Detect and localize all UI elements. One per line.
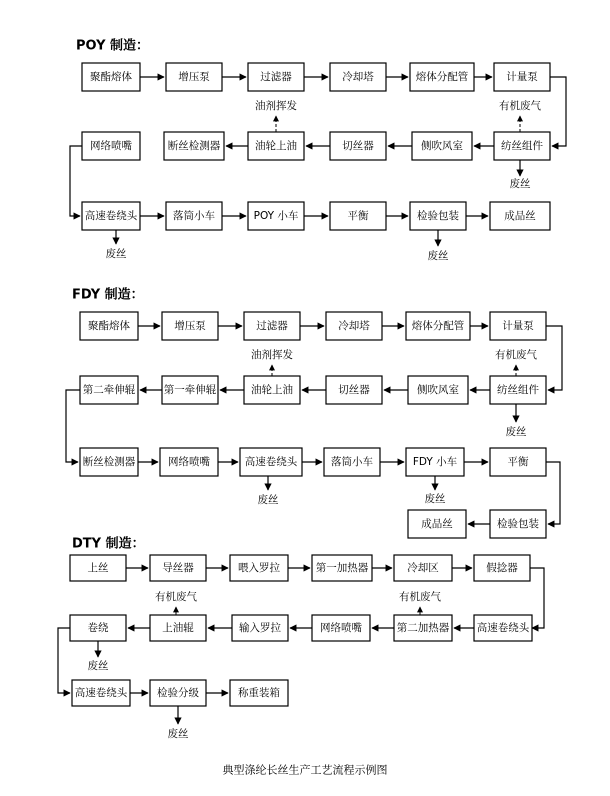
- poy-cooling-tower-box: [330, 63, 386, 91]
- fdy-booster-pump-box: [162, 312, 218, 340]
- svg-text:冷却塔: 冷却塔: [342, 71, 374, 83]
- poy-exhaust-note: 有机废气: [499, 100, 541, 112]
- svg-text:FDY 小车: FDY 小车: [412, 456, 458, 468]
- fdy-melt-box: [80, 312, 138, 340]
- svg-text:高速卷绕头: 高速卷绕头: [244, 456, 298, 468]
- svg-text:侧吹风室: 侧吹风室: [417, 384, 459, 396]
- fdy-waste-note-2: 废丝: [257, 494, 279, 506]
- dty-heater-2-box: [394, 615, 452, 641]
- svg-text:上丝: 上丝: [87, 562, 109, 574]
- svg-text:纺丝组件: 纺丝组件: [501, 140, 543, 152]
- poy-cart-box: [248, 202, 304, 230]
- poy-product-box: [490, 202, 550, 230]
- dty-heater-1-box: [312, 555, 372, 581]
- fdy-break-detector-box: [80, 448, 138, 476]
- svg-text:成品丝: 成品丝: [504, 210, 536, 222]
- dty-winder-2-box: [72, 680, 130, 706]
- svg-text:切丝器: 切丝器: [342, 140, 374, 152]
- dty-waste-note-2: 废丝: [167, 728, 189, 740]
- dty-network-nozzle-box: [312, 615, 370, 641]
- svg-text:网络喷嘴: 网络喷嘴: [320, 622, 362, 634]
- dty-take-up-box: [70, 615, 126, 641]
- svg-text:第二牵伸辊: 第二牵伸辊: [82, 384, 136, 396]
- svg-text:POY 小车: POY 小车: [253, 210, 299, 222]
- poy-waste-note-2: 废丝: [105, 248, 127, 260]
- dty-grading-box: [150, 680, 206, 706]
- svg-text:成品丝: 成品丝: [421, 518, 453, 530]
- dty-feed-box: [70, 555, 126, 581]
- svg-text:高速卷绕头: 高速卷绕头: [476, 622, 530, 634]
- svg-text:卷绕: 卷绕: [87, 622, 109, 634]
- poy-inspect-pack-box: [410, 202, 466, 230]
- poy-oil-vapor-note: 油剂挥发: [255, 100, 297, 112]
- poy-doffer-box: [166, 202, 222, 230]
- svg-text:油轮上油: 油轮上油: [255, 140, 297, 152]
- fdy-godet-1-box: [162, 376, 218, 404]
- svg-text:第一加热器: 第一加热器: [315, 562, 369, 574]
- poy-filter-box: [248, 63, 304, 91]
- svg-text:熔体分配管: 熔体分配管: [415, 71, 469, 83]
- fdy-section-title: FDY 制造：: [72, 287, 144, 303]
- svg-text:过滤器: 过滤器: [256, 320, 288, 332]
- svg-text:计量泵: 计量泵: [506, 71, 538, 83]
- poy-side-blow-box: [412, 132, 472, 160]
- svg-text:假捻器: 假捻器: [486, 562, 518, 574]
- svg-text:平衡: 平衡: [347, 210, 369, 222]
- fdy-cart-box: [406, 448, 464, 476]
- svg-text:增压泵: 增压泵: [178, 71, 210, 83]
- svg-text:检验分级: 检验分级: [157, 687, 199, 699]
- poy-break-detector-box: [164, 132, 224, 160]
- fdy-exhaust-note: 有机废气: [495, 349, 537, 361]
- dty-waste-note-1: 废丝: [87, 660, 109, 672]
- svg-text:输入罗拉: 输入罗拉: [239, 622, 281, 634]
- svg-text:纺丝组件: 纺丝组件: [497, 384, 539, 396]
- svg-text:喂入罗拉: 喂入罗拉: [238, 562, 280, 574]
- dty-cooling-zone-box: [394, 555, 452, 581]
- poy-waste-note-3: 废丝: [427, 250, 449, 262]
- svg-text:检验包装: 检验包装: [417, 210, 459, 222]
- fdy-metering-pump-box: [490, 312, 546, 340]
- svg-text:计量泵: 计量泵: [502, 320, 534, 332]
- fdy-godet-2-box: [80, 376, 138, 404]
- svg-text:增压泵: 增压泵: [174, 320, 206, 332]
- svg-text:高速卷绕头: 高速卷绕头: [84, 210, 138, 222]
- poy-waste-note-1: 废丝: [509, 178, 531, 190]
- svg-text:第二加热器: 第二加热器: [396, 622, 450, 634]
- svg-text:侧吹风室: 侧吹风室: [421, 140, 463, 152]
- fdy-oil-vapor-note: 油剂挥发: [251, 349, 293, 361]
- svg-text:检验包装: 检验包装: [497, 518, 539, 530]
- poy-booster-pump-box: [166, 63, 222, 91]
- svg-text:上油辊: 上油辊: [162, 622, 194, 634]
- dty-oil-roller-box: [150, 615, 206, 641]
- svg-text:高速卷绕头: 高速卷绕头: [74, 687, 128, 699]
- dty-section-title: DTY 制造：: [72, 536, 145, 552]
- svg-text:断丝检测器: 断丝检测器: [167, 140, 221, 152]
- poy-winder-box: [82, 202, 140, 230]
- fdy-inspect-pack-box: [490, 510, 546, 538]
- dty-guide-box: [150, 555, 206, 581]
- fdy-waste-note-1: 废丝: [505, 426, 527, 438]
- dty-winder-box: [474, 615, 532, 641]
- poy-cutter-box: [330, 132, 386, 160]
- dty-exhaust-note-1: 有机废气: [155, 591, 197, 603]
- poy-oil-roller-box: [248, 132, 304, 160]
- svg-text:油轮上油: 油轮上油: [251, 384, 293, 396]
- fdy-cooling-tower-box: [326, 312, 382, 340]
- dty-exhaust-note-2: 有机废气: [399, 591, 441, 603]
- poy-melt-distributor-box: [410, 63, 474, 91]
- dty-weigh-box: [230, 680, 288, 706]
- svg-text:切丝器: 切丝器: [338, 384, 370, 396]
- figure-caption: 典型涤纶长丝生产工艺流程示例图: [222, 763, 388, 777]
- fdy-balance-box: [490, 448, 546, 476]
- dty-feed-roller-box: [230, 555, 288, 581]
- fdy-winder-box: [240, 448, 302, 476]
- poy-balance-box: [330, 202, 386, 230]
- svg-text:网络喷嘴: 网络喷嘴: [90, 140, 132, 152]
- dty-false-twister-box: [474, 555, 530, 581]
- svg-text:冷却塔: 冷却塔: [338, 320, 370, 332]
- fdy-filter-box: [244, 312, 300, 340]
- svg-text:冷却区: 冷却区: [407, 562, 439, 574]
- poy-section-title: POY 制造：: [76, 38, 150, 54]
- svg-text:聚酯熔体: 聚酯熔体: [90, 71, 132, 83]
- svg-text:落筒小车: 落筒小车: [173, 210, 215, 222]
- fdy-melt-distributor-box: [406, 312, 470, 340]
- svg-text:落筒小车: 落筒小车: [331, 456, 373, 468]
- fdy-network-nozzle-box: [160, 448, 218, 476]
- poy-spin-pack-box: [494, 132, 550, 160]
- fdy-oil-roller-box: [244, 376, 300, 404]
- fdy-waste-note-3: 废丝: [424, 493, 446, 505]
- svg-text:过滤器: 过滤器: [260, 71, 292, 83]
- poy-melt-box: [82, 63, 140, 91]
- poy-metering-pump-box: [494, 63, 550, 91]
- svg-text:导丝器: 导丝器: [162, 562, 194, 574]
- poy-network-nozzle-box: [82, 132, 140, 160]
- dty-input-roller-box: [232, 615, 288, 641]
- fdy-product-box: [408, 510, 466, 538]
- svg-text:网络喷嘴: 网络喷嘴: [168, 456, 210, 468]
- fdy-side-blow-box: [408, 376, 468, 404]
- svg-text:熔体分配管: 熔体分配管: [411, 320, 465, 332]
- fdy-cutter-box: [326, 376, 382, 404]
- svg-text:称重装箱: 称重装箱: [238, 687, 280, 699]
- svg-text:第一牵伸辊: 第一牵伸辊: [163, 384, 217, 396]
- svg-text:断丝检测器: 断丝检测器: [82, 456, 136, 468]
- svg-text:聚酯熔体: 聚酯熔体: [88, 320, 130, 332]
- fdy-spin-pack-box: [490, 376, 546, 404]
- svg-text:平衡: 平衡: [507, 456, 529, 468]
- fdy-doffer-box: [324, 448, 380, 476]
